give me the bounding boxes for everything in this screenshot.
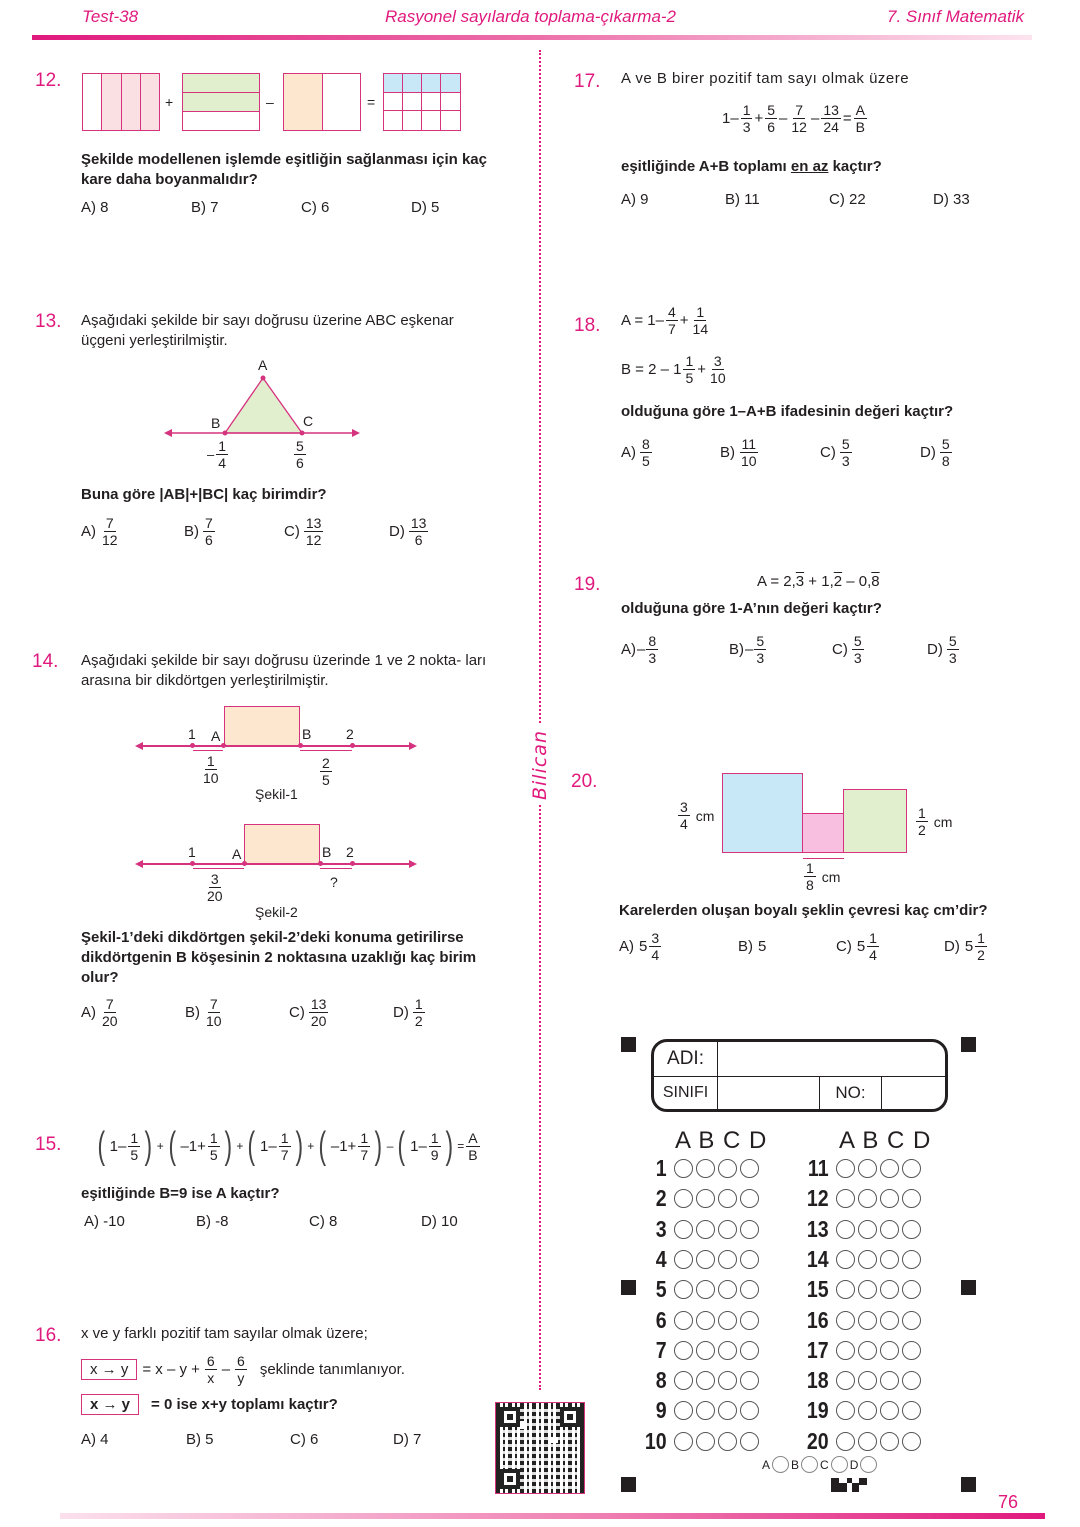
answer-bubble-b[interactable]: [696, 1189, 715, 1208]
answer-row: [637, 1185, 762, 1212]
answer-bubble-a[interactable]: [836, 1311, 855, 1330]
answer-bubble-c[interactable]: [718, 1280, 737, 1299]
point-b: [318, 861, 323, 866]
question-number: 3: [655, 1215, 667, 1242]
answer-bubble-b[interactable]: [858, 1189, 877, 1208]
answer-row: [799, 1185, 924, 1212]
answer-bubble-d[interactable]: [902, 1220, 921, 1239]
q14-option-c[interactable]: C) $\frac{13}{20}$: [289, 996, 327, 1029]
answer-bubble-b[interactable]: [696, 1220, 715, 1239]
answer-bubble-c[interactable]: [718, 1432, 737, 1451]
answer-bubble-a[interactable]: [674, 1189, 693, 1208]
rectangle-fig1: [224, 706, 300, 746]
q16-question: x → y = 0 ise x+y toplamı kaçtır?: [81, 1394, 338, 1415]
q16-option-d[interactable]: D) 7: [393, 1431, 422, 1448]
q14-question: Şekil-1’deki dikdörtgen şekil-2’deki konuma getirilirse dikdörtgenin B köşesinin 2 noktasına uzaklığı kaç birim olur?: [81, 929, 477, 986]
booklet-a-bubble[interactable]: [772, 1456, 789, 1473]
question-number-13: 13.: [35, 311, 62, 332]
answer-bubble-d[interactable]: [902, 1250, 921, 1269]
answer-row: [799, 1276, 924, 1303]
q19-option-b[interactable]: B) – $\frac{5}{3}$: [729, 633, 765, 666]
label-b: B: [322, 844, 332, 860]
q16-option-b[interactable]: B) 5: [186, 1431, 214, 1448]
arrow-left-icon: [135, 742, 143, 750]
q17-option-a[interactable]: A) 9: [621, 191, 649, 208]
answer-bubble-d[interactable]: [740, 1401, 759, 1420]
distance-b2: $\frac{2}{5}$: [322, 755, 330, 788]
answer-row: [637, 1246, 762, 1273]
answer-row: [799, 1337, 924, 1364]
q19-option-a[interactable]: A) – $\frac{8}{3}$: [621, 633, 657, 666]
class-field[interactable]: [718, 1077, 820, 1109]
q15-question: eşitliğinde B=9 ise A kaçtır?: [81, 1185, 280, 1202]
q17-option-c[interactable]: C) 22: [829, 191, 866, 208]
brand-logo: Bilican: [522, 725, 558, 805]
answer-bubble-c[interactable]: [718, 1311, 737, 1330]
dimension-line: [803, 858, 844, 859]
question-number: 13: [806, 1215, 829, 1242]
answer-bubble-c[interactable]: [880, 1280, 899, 1299]
question-number-12: 12.: [35, 70, 62, 91]
topic-title: Rasyonel sayılarda toplama-çıkarma-2: [385, 7, 677, 26]
answer-bubble-b[interactable]: [858, 1371, 877, 1390]
q17-option-b[interactable]: B) 11: [725, 191, 760, 208]
operation-box: x → y: [81, 1394, 139, 1415]
answer-bubble-c[interactable]: [718, 1371, 737, 1390]
answer-row: [799, 1397, 924, 1424]
answer-row: [637, 1276, 762, 1303]
q18-option-d[interactable]: D) $\frac{5}{8}$: [920, 436, 950, 469]
label-a: A: [211, 728, 221, 744]
header-bar: [32, 35, 1032, 40]
q18-b-definition: B = 2 – 1 $\frac{1}{5}$ + $\frac{3}{10}$: [621, 353, 726, 386]
q13-option-c[interactable]: C) $\frac{13}{12}$: [284, 515, 322, 548]
answer-bubble-b[interactable]: [696, 1371, 715, 1390]
label-b: B: [302, 726, 312, 742]
question-number-16: 16.: [35, 1325, 62, 1346]
test-label: Test-38: [82, 7, 139, 26]
label-a: A: [232, 846, 242, 862]
registration-mark: [621, 1037, 636, 1052]
question-number: 12: [806, 1185, 829, 1212]
question-number: 15: [806, 1276, 829, 1303]
segment-b2: [300, 750, 352, 751]
answer-bubble-d[interactable]: [902, 1159, 921, 1178]
question-number-15: 15.: [35, 1134, 62, 1155]
answer-row: [637, 1307, 762, 1334]
segment-1a: [193, 750, 223, 751]
question-number: 16: [806, 1306, 829, 1333]
small-square-side: $\frac{1}{8}$ cm: [806, 860, 841, 893]
number-line-fig1: [140, 745, 410, 747]
segment-b2: [320, 868, 352, 869]
answer-row: [799, 1367, 924, 1394]
answer-bubble-d[interactable]: [902, 1311, 921, 1330]
q13-intro: Aşağıdaki şekilde bir sayı doğrusu üzerine ABC eşkenar üçgeni yerleştirilmiştir.: [81, 312, 454, 349]
answer-bubble-a[interactable]: [836, 1189, 855, 1208]
q19-equation: A = 2,3 + 1,2 – 0,8: [757, 573, 880, 590]
equals-operator: =: [367, 94, 376, 110]
answer-bubble-c[interactable]: [718, 1189, 737, 1208]
no-label: NO:: [820, 1077, 882, 1109]
caption-sekil-2: Şekil-2: [255, 904, 298, 920]
answer-bubble-a[interactable]: [674, 1311, 693, 1330]
booklet-type-selector: A B C D: [762, 1456, 879, 1473]
q17-intro: A ve B birer pozitif tam sayı olmak üzere: [621, 70, 910, 87]
q17-question: eşitliğinde A+B toplamı en az kaçtır?: [621, 158, 882, 175]
answer-bubble-a[interactable]: [674, 1341, 693, 1360]
column-header-left: A B C D: [675, 1127, 768, 1154]
q16-definition: x → y = x – y + $\frac{6}{x}$ – $\frac{6}{y}$ şeklinde tanımlanıyor.: [81, 1353, 405, 1386]
answer-bubble-c[interactable]: [880, 1250, 899, 1269]
q18-question: olduğuna göre 1–A+B ifadesinin değeri kaçtır?: [621, 403, 954, 420]
q13-option-a[interactable]: A) $\frac{7}{12}$: [81, 515, 118, 548]
question-number: 5: [655, 1276, 667, 1303]
q18-option-a[interactable]: A) $\frac{8}{5}$: [621, 436, 650, 469]
distance-1a: $\frac{3}{20}$: [207, 871, 223, 904]
answer-bubble-a[interactable]: [836, 1401, 855, 1420]
q15-option-c[interactable]: C) 8: [309, 1213, 338, 1230]
answer-row: [637, 1337, 762, 1364]
model-twelfths-grid: [383, 73, 461, 131]
answer-bubble-a[interactable]: [836, 1250, 855, 1269]
label-2: 2: [346, 844, 354, 860]
answer-bubble-c[interactable]: [880, 1341, 899, 1360]
answer-row: [799, 1246, 924, 1273]
q18-option-c[interactable]: C) $\frac{5}{3}$: [820, 436, 850, 469]
answer-bubble-b[interactable]: [696, 1250, 715, 1269]
answer-bubble-b[interactable]: [696, 1401, 715, 1420]
answer-bubble-c[interactable]: [718, 1401, 737, 1420]
small-square: [802, 813, 844, 853]
answer-row: [799, 1155, 924, 1182]
answer-row: [799, 1307, 924, 1334]
answer-bubble-b[interactable]: [858, 1250, 877, 1269]
question-number-18: 18.: [574, 315, 601, 336]
answer-bubble-d[interactable]: [740, 1371, 759, 1390]
point-c-value: $\frac{5}{6}$: [296, 438, 304, 471]
q12-question: Şekilde modellenen işlemde eşitliğin sağlanması için kaç kare daha boyanmalıdır?: [81, 151, 487, 188]
answer-bubble-a[interactable]: [674, 1220, 693, 1239]
qr-code[interactable]: [495, 1402, 585, 1494]
answer-bubble-a[interactable]: [674, 1371, 693, 1390]
q12-option-d[interactable]: D) 5: [411, 199, 440, 216]
q17-equation: 1– $\frac{1}{3}$ + $\frac{5}{6}$ – $\frac{7}{12}$ – $\frac{13}{24}$ = $\frac{A}{B}$: [722, 102, 865, 135]
q19-option-d[interactable]: D) $\frac{5}{3}$: [927, 633, 957, 666]
answer-bubble-d[interactable]: [902, 1280, 921, 1299]
answer-bubble-d[interactable]: [740, 1220, 759, 1239]
q15-option-a[interactable]: A) -10: [84, 1213, 125, 1230]
q12-option-b[interactable]: B) 7: [191, 199, 219, 216]
registration-mark: [621, 1280, 636, 1295]
minus-operator: –: [266, 94, 274, 110]
model-quarters: [82, 73, 160, 131]
registration-mark: [961, 1477, 976, 1492]
name-label: ADI:: [654, 1042, 718, 1076]
answer-bubble-b[interactable]: [696, 1311, 715, 1330]
answer-bubble-d[interactable]: [740, 1280, 759, 1299]
answer-bubble-c[interactable]: [880, 1311, 899, 1330]
caption-sekil-1: Şekil-1: [255, 786, 298, 802]
answer-bubble-a[interactable]: [836, 1432, 855, 1451]
answer-bubble-a[interactable]: [836, 1220, 855, 1239]
point-1: [190, 861, 195, 866]
question-number: 1: [655, 1155, 667, 1181]
answer-bubble-b[interactable]: [858, 1311, 877, 1330]
q18-option-b[interactable]: B) $\frac{11}{10}$: [720, 436, 757, 469]
medium-square-side: $\frac{1}{2}$ cm: [918, 805, 953, 838]
unknown-distance: ?: [330, 874, 338, 890]
arrow-left-icon: [135, 860, 143, 868]
answer-bubble-b[interactable]: [858, 1280, 877, 1299]
q19-option-c[interactable]: C) $\frac{5}{3}$: [832, 633, 862, 666]
plus-operator: +: [165, 94, 174, 110]
answer-bubble-a[interactable]: [836, 1341, 855, 1360]
answer-row: [637, 1367, 762, 1394]
q20-question: Karelerden oluşan boyalı şeklin çevresi kaç cm’dir?: [619, 902, 988, 919]
question-number-14: 14.: [32, 651, 59, 672]
vertex-c-label: C: [303, 413, 314, 429]
q12-option-c[interactable]: C) 6: [301, 199, 330, 216]
question-number: 14: [806, 1245, 829, 1272]
question-number: 8: [655, 1367, 667, 1394]
name-field[interactable]: [718, 1042, 945, 1076]
q14-option-d[interactable]: D) $\frac{1}{2}$: [393, 996, 423, 1029]
answer-bubble-a[interactable]: [836, 1159, 855, 1178]
answer-row: [637, 1397, 762, 1424]
answer-bubble-c[interactable]: [880, 1189, 899, 1208]
answer-bubble-a[interactable]: [836, 1371, 855, 1390]
answer-bubble-b[interactable]: [696, 1341, 715, 1360]
label-1: 1: [188, 726, 196, 742]
label-2: 2: [346, 726, 354, 742]
answer-bubble-c[interactable]: [880, 1432, 899, 1451]
q18-a-definition: A = 1– $\frac{4}{7}$ + $\frac{1}{14}$: [621, 304, 709, 337]
q15-option-b[interactable]: B) -8: [196, 1213, 229, 1230]
answer-bubble-d[interactable]: [902, 1432, 921, 1451]
question-number: 19: [806, 1397, 829, 1424]
segment-1a: [193, 868, 244, 869]
booklet-c-bubble[interactable]: [831, 1456, 848, 1473]
answer-bubble-a[interactable]: [674, 1401, 693, 1420]
booklet-b-bubble[interactable]: [801, 1456, 818, 1473]
medium-square: [843, 789, 907, 853]
answer-bubble-d[interactable]: [902, 1371, 921, 1390]
answer-bubble-c[interactable]: [880, 1159, 899, 1178]
answer-bubble-c[interactable]: [718, 1250, 737, 1269]
answer-bubble-d[interactable]: [740, 1311, 759, 1330]
answer-bubble-c[interactable]: [880, 1401, 899, 1420]
q14-option-a[interactable]: A) $\frac{7}{20}$: [81, 996, 118, 1029]
answer-bubble-b[interactable]: [858, 1341, 877, 1360]
registration-mark: [621, 1477, 636, 1492]
q19-question: olduğuna göre 1-A’nın değeri kaçtır?: [621, 600, 882, 617]
answer-bubble-c[interactable]: [718, 1341, 737, 1360]
page-number: 76: [998, 1492, 1019, 1512]
q15-option-d[interactable]: D) 10: [421, 1213, 458, 1230]
answer-bubble-c[interactable]: [718, 1220, 737, 1239]
answer-bubble-a[interactable]: [836, 1280, 855, 1299]
point-2: [350, 743, 355, 748]
answer-bubble-d[interactable]: [740, 1341, 759, 1360]
footer-bar: [60, 1513, 1045, 1519]
q14-option-b[interactable]: B) $\frac{7}{10}$: [185, 996, 222, 1029]
q16-intro: x ve y farklı pozitif tam sayılar olmak üzere;: [81, 1325, 368, 1342]
q14-intro: Aşağıdaki şekilde bir sayı doğrusu üzerinde 1 ve 2 nokta- ları arasına bir dikdörtgen yerleştirilmiştir.: [81, 652, 487, 689]
answer-bubble-c[interactable]: [880, 1371, 899, 1390]
point-2: [350, 861, 355, 866]
model-halves: [283, 73, 361, 131]
answer-bubble-c[interactable]: [718, 1159, 737, 1178]
answer-bubble-b[interactable]: [858, 1432, 877, 1451]
point-a: [242, 861, 247, 866]
q17-option-d[interactable]: D) 33: [933, 191, 970, 208]
answer-bubble-d[interactable]: [740, 1159, 759, 1178]
question-number: 11: [807, 1155, 829, 1181]
arrow-right-icon: [409, 860, 417, 868]
vertex-a-label: A: [258, 357, 268, 373]
answer-bubble-b[interactable]: [696, 1159, 715, 1178]
q15-equation: ( 1– $\frac{1}{5}$ ) + ( –1+ $\frac{1}{5}$ ) + ( 1– $\frac{1}{7}$ ) + ( –1+ $\frac{1}{7}$ ) – ( 1– $\frac{1}{9}$ ) = $\frac{A}{B}$: [97, 1125, 478, 1167]
point-1: [190, 743, 195, 748]
answer-bubble-b[interactable]: [858, 1220, 877, 1239]
answer-bubble-d[interactable]: [740, 1250, 759, 1269]
q16-option-c[interactable]: C) 6: [290, 1431, 319, 1448]
q12-option-a[interactable]: A) 8: [81, 199, 109, 216]
registration-mark: [961, 1280, 976, 1295]
q20-option-c[interactable]: C) 5 $\frac{1}{4}$: [836, 930, 877, 963]
q13-option-d[interactable]: D) $\frac{13}{6}$: [389, 515, 427, 548]
q20-option-a[interactable]: A) 5 $\frac{3}{4}$: [619, 930, 660, 963]
answer-bubble-c[interactable]: [880, 1220, 899, 1239]
q13-option-b[interactable]: B) $\frac{7}{6}$: [184, 515, 213, 548]
no-field[interactable]: [882, 1077, 945, 1109]
label-1: 1: [188, 844, 196, 860]
question-number: 10: [644, 1427, 667, 1454]
large-square-side: $\frac{3}{4}$ cm: [680, 799, 715, 832]
question-number: 9: [655, 1397, 667, 1424]
answer-bubble-b[interactable]: [858, 1401, 877, 1420]
answer-bubble-d[interactable]: [902, 1189, 921, 1208]
answer-row: [799, 1216, 924, 1243]
answer-bubble-b[interactable]: [696, 1432, 715, 1451]
answer-row: [637, 1216, 762, 1243]
class-label: SINIFI: [654, 1077, 718, 1109]
answer-bubble-a[interactable]: [674, 1432, 693, 1451]
question-number: 2: [655, 1185, 667, 1212]
q20-option-b[interactable]: B) 5: [738, 938, 767, 955]
answer-bubble-b[interactable]: [858, 1159, 877, 1178]
answer-bubble-d[interactable]: [740, 1432, 759, 1451]
booklet-d-bubble[interactable]: [860, 1456, 877, 1473]
point-b-value: – $\frac{1}{4}$: [207, 438, 227, 471]
answer-bubble-a[interactable]: [674, 1159, 693, 1178]
operation-box: x → y: [81, 1359, 137, 1380]
answer-row: [637, 1155, 762, 1182]
rectangle-fig2: [244, 824, 320, 864]
answer-row: [637, 1428, 762, 1455]
registration-mark: [961, 1037, 976, 1052]
answer-bubble-d[interactable]: [740, 1189, 759, 1208]
arrow-right-icon: [409, 742, 417, 750]
triangle-on-number-line: [160, 370, 365, 440]
model-thirds: [182, 73, 260, 131]
question-number: 18: [806, 1367, 829, 1394]
timing-mark-pattern: [831, 1478, 871, 1494]
question-number: 20: [806, 1427, 829, 1454]
question-number-20: 20.: [571, 771, 598, 792]
large-square: [722, 773, 803, 853]
qr-finder: [500, 1407, 520, 1427]
answer-bubble-b[interactable]: [696, 1280, 715, 1299]
answer-row: [799, 1428, 924, 1455]
question-number: 6: [655, 1306, 667, 1333]
q20-option-d[interactable]: D) 5 $\frac{1}{2}$: [944, 930, 985, 963]
question-number: 4: [655, 1245, 667, 1272]
answer-bubble-a[interactable]: [674, 1250, 693, 1269]
q16-option-a[interactable]: A) 4: [81, 1431, 109, 1448]
qr-finder: [560, 1407, 580, 1427]
question-number: 17: [806, 1336, 829, 1363]
point-a: [221, 743, 226, 748]
answer-bubble-d[interactable]: [902, 1401, 921, 1420]
q13-question: Buna göre |AB|+|BC| kaç birimdir?: [81, 486, 327, 503]
vertex-b-label: B: [211, 415, 221, 431]
question-number-17: 17.: [574, 71, 601, 92]
number-line-fig2: [140, 863, 410, 865]
distance-1a: $\frac{1}{10}$: [203, 753, 219, 786]
course-label: 7. Sınıf Matematik: [887, 7, 1024, 26]
student-info-box: [651, 1039, 948, 1112]
point-b: [298, 743, 303, 748]
answer-bubble-a[interactable]: [674, 1280, 693, 1299]
question-number: 7: [655, 1336, 667, 1363]
column-divider: [539, 50, 541, 1390]
qr-finder: [500, 1469, 520, 1489]
question-number-19: 19.: [574, 574, 601, 595]
column-header-right: A B C D: [839, 1127, 932, 1154]
answer-bubble-d[interactable]: [902, 1341, 921, 1360]
